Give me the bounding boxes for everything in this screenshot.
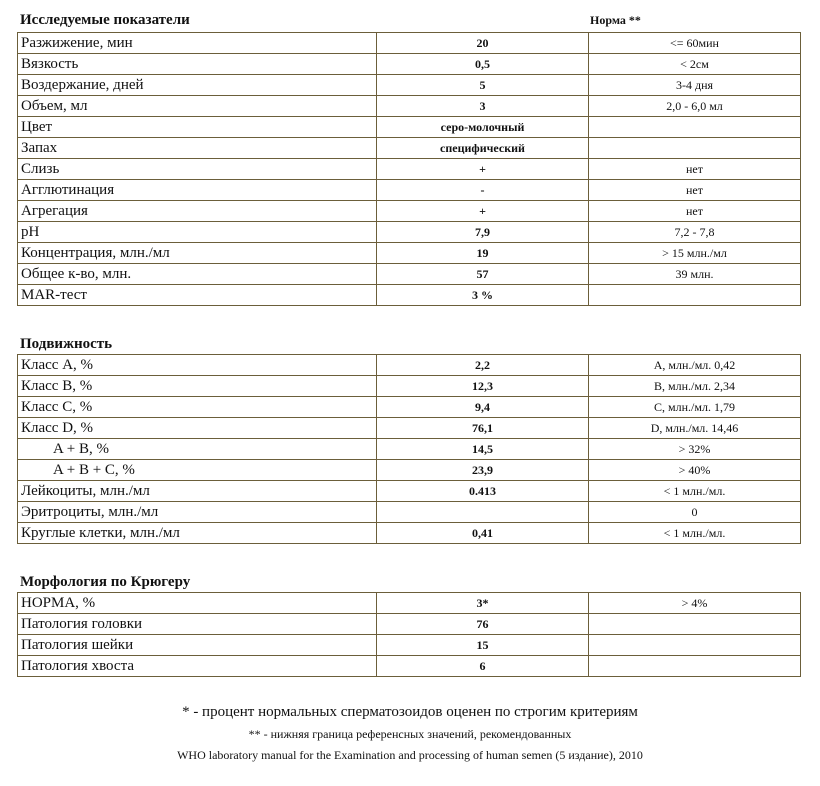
param-value: 0,41 [377, 523, 589, 544]
morphology-table [17, 592, 801, 677]
table-row [18, 614, 801, 635]
param-norm [589, 117, 801, 138]
table-row [18, 635, 801, 656]
motility-table [17, 354, 801, 544]
param-norm: > 32% [589, 439, 801, 460]
param-value: 3* [377, 593, 589, 614]
param-value: 76 [377, 614, 589, 635]
param-name: Агглютинация [18, 180, 377, 201]
section-title-morphology: Морфология по Крюгеру [20, 574, 191, 590]
table-row [18, 593, 801, 614]
param-norm: < 2см [589, 54, 801, 75]
param-name: Запах [18, 138, 377, 159]
param-value: 76,1 [377, 418, 589, 439]
param-name: Патология хвоста [18, 656, 377, 677]
table-row [18, 180, 801, 201]
table-row [18, 54, 801, 75]
param-name: pH [18, 222, 377, 243]
param-norm [589, 614, 801, 635]
table-row [18, 117, 801, 138]
param-name: Класс D, % [18, 418, 377, 439]
param-norm: 7,2 - 7,8 [589, 222, 801, 243]
param-name: Лейкоциты, млн./мл [18, 481, 377, 502]
param-name: Общее к-во, млн. [18, 264, 377, 285]
param-norm: < 1 млн./мл. [589, 481, 801, 502]
param-name: Разжижение, мин [18, 33, 377, 54]
param-norm: 3-4 дня [589, 75, 801, 96]
param-name: НОРМА, % [18, 593, 377, 614]
param-norm: <= 60мин [589, 33, 801, 54]
param-norm: B, млн./мл. 2,34 [589, 376, 801, 397]
table-row [18, 656, 801, 677]
param-norm: 2,0 - 6,0 мл [589, 96, 801, 117]
param-value: специфический [377, 138, 589, 159]
table-row [18, 460, 801, 481]
param-value: 3 [377, 96, 589, 117]
table-row [18, 75, 801, 96]
param-value: + [377, 159, 589, 180]
param-value: - [377, 180, 589, 201]
param-norm: нет [589, 201, 801, 222]
param-norm: > 15 млн./мл [589, 243, 801, 264]
table-row [18, 138, 801, 159]
table-row [18, 201, 801, 222]
param-name: Патология шейки [18, 635, 377, 656]
param-norm: нет [589, 180, 801, 201]
param-norm: нет [589, 159, 801, 180]
norma-header: Норма ** [590, 13, 641, 27]
param-name: Цвет [18, 117, 377, 138]
param-value: 7,9 [377, 222, 589, 243]
param-name: Круглые клетки, млн./мл [18, 523, 377, 544]
footnote-who-manual: WHO laboratory manual for the Examination and processing of human semen (5 издание), 2010 [177, 748, 643, 762]
param-value: 3 % [377, 285, 589, 306]
table-row [18, 355, 801, 376]
table-row [18, 397, 801, 418]
param-name: A + B, % [18, 439, 377, 460]
param-value: 15 [377, 635, 589, 656]
param-value: 5 [377, 75, 589, 96]
param-norm: C, млн./мл. 1,79 [589, 397, 801, 418]
param-value: 0.413 [377, 481, 589, 502]
footnote-strict-criteria: * - процент нормальных сперматозоидов оценен по строгим критериям [182, 704, 638, 720]
param-value: 12,3 [377, 376, 589, 397]
table-row [18, 96, 801, 117]
param-name: MAR-тест [18, 285, 377, 306]
param-name: Воздержание, дней [18, 75, 377, 96]
param-value: 20 [377, 33, 589, 54]
table-row [18, 159, 801, 180]
param-value: 57 [377, 264, 589, 285]
main-parameters-table [17, 32, 801, 306]
param-norm [589, 635, 801, 656]
param-norm: 39 млн. [589, 264, 801, 285]
param-name: Объем, мл [18, 96, 377, 117]
table-row [18, 243, 801, 264]
param-name: Класс C, % [18, 397, 377, 418]
table-row [18, 376, 801, 397]
table-row [18, 439, 801, 460]
param-name: Эритроциты, млн./мл [18, 502, 377, 523]
table-row [18, 33, 801, 54]
param-name: Агрегация [18, 201, 377, 222]
param-name: Вязкость [18, 54, 377, 75]
param-name: Класс А, % [18, 355, 377, 376]
param-value: 23,9 [377, 460, 589, 481]
param-name: Слизь [18, 159, 377, 180]
param-value: 19 [377, 243, 589, 264]
param-norm [589, 285, 801, 306]
table-row [18, 502, 801, 523]
param-norm: > 4% [589, 593, 801, 614]
param-value: 14,5 [377, 439, 589, 460]
param-name: Класс B, % [18, 376, 377, 397]
param-value: 6 [377, 656, 589, 677]
param-norm: > 40% [589, 460, 801, 481]
param-name: A + B + C, % [18, 460, 377, 481]
param-norm: 0 [589, 502, 801, 523]
table-row [18, 222, 801, 243]
param-norm [589, 656, 801, 677]
param-value: 9,4 [377, 397, 589, 418]
section-title-main: Исследуемые показатели [20, 12, 190, 28]
param-name: Концентрация, млн./мл [18, 243, 377, 264]
param-name: Патология головки [18, 614, 377, 635]
table-row [18, 523, 801, 544]
section-title-motility: Подвижность [20, 336, 113, 352]
param-value: 0,5 [377, 54, 589, 75]
footnote-reference-limit: ** - нижняя граница референсных значений, рекомендованных [248, 727, 572, 741]
param-norm: A, млн./мл. 0,42 [589, 355, 801, 376]
table-row [18, 264, 801, 285]
table-row [18, 285, 801, 306]
param-norm [589, 138, 801, 159]
param-value: серо-молочный [377, 117, 589, 138]
param-value [377, 502, 589, 523]
table-row [18, 418, 801, 439]
param-value: 2,2 [377, 355, 589, 376]
param-value: + [377, 201, 589, 222]
table-row [18, 481, 801, 502]
param-norm: D, млн./мл. 14,46 [589, 418, 801, 439]
param-norm: < 1 млн./мл. [589, 523, 801, 544]
